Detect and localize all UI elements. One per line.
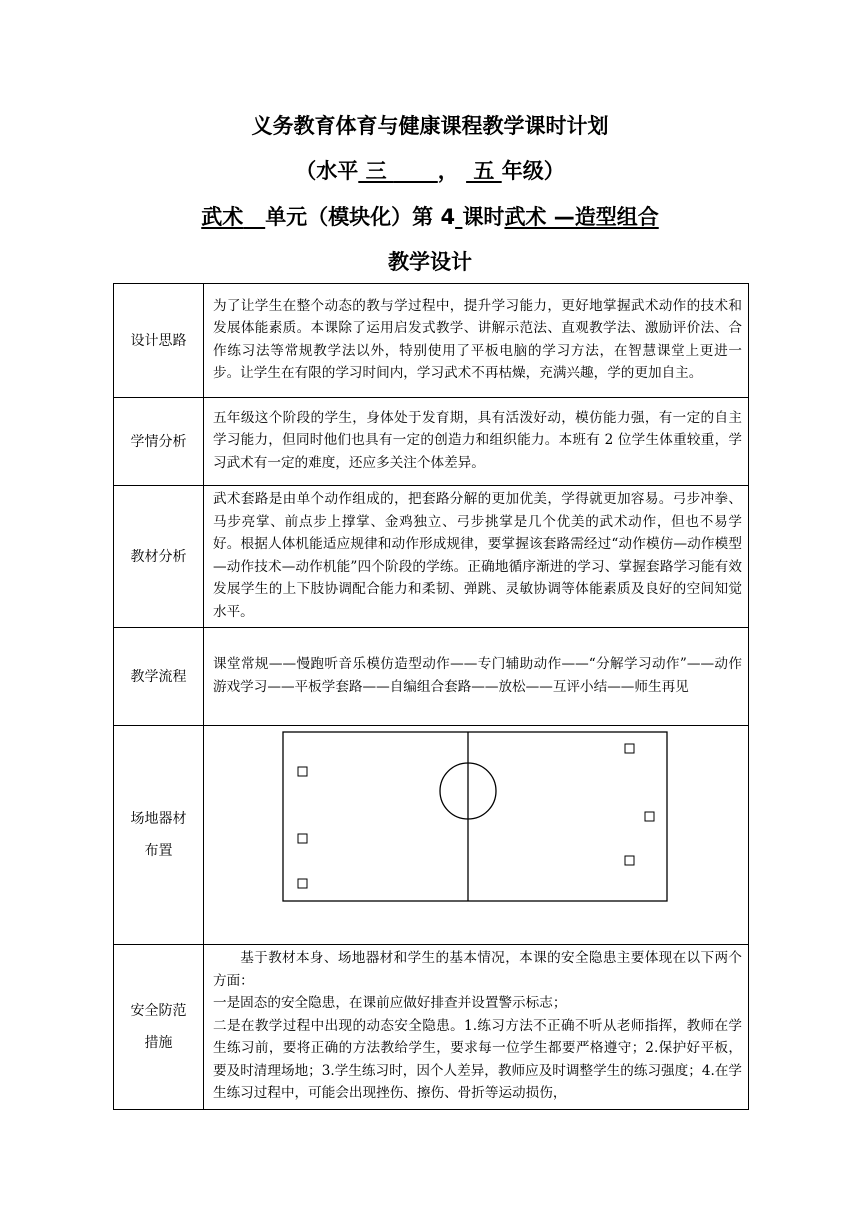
lesson-topic: 武术 —造型组合 xyxy=(504,205,659,229)
table-row xyxy=(114,284,749,398)
safety-point-1: 一是固态的安全隐患，在课前应做好排查并设置警示标志； xyxy=(213,995,567,1011)
row-label-design: 设计思路 xyxy=(114,284,204,398)
venue-label-line2: 布置 xyxy=(144,843,173,859)
row-label-process: 教学流程 xyxy=(114,628,204,726)
unit-text: 单元（模块化）第 4 xyxy=(265,205,456,229)
level-value: 三 xyxy=(358,159,394,183)
row-content-design: 为了让学生在整个动态的教与学过程中，提升学习能力，更好地掌握武术动作的技术和发展体能素质。本课除了运用启发式教学、讲解示范法、直观教学法、激励评价法、合作练习法等常规教学法以外，特别使用了平板电脑的学习方法，在智慧课堂上更进一步。让学生在有限的学习时间内，学习武术不再枯燥，充满兴趣，学的更加自主。 xyxy=(204,284,749,398)
unit-name: 武术 xyxy=(201,205,244,229)
table-row xyxy=(114,486,749,628)
equipment-marker xyxy=(298,834,307,843)
row-content-process: 课堂常规——慢跑听音乐模仿造型动作——专门辅助动作——“分解学习动作”——动作游戏学习——平板学套路——自编组合套路——放松——互评小结——师生再见 xyxy=(204,628,749,726)
field-boundary xyxy=(283,732,667,901)
unit-blank xyxy=(243,205,265,229)
row-content-material: 武术套路是由单个动作组成的，把套路分解的更加优美，学得就更加容易。弓步冲拳、马步亮掌、前点步上撑掌、金鸡独立、弓步挑掌是几个优美的武术动作，但也不易学好。根据人体机能适应规律和动作形成规律，要掌握该套路需经过“动作模仿—动作模型—动作技术—动作机能”四个阶段的学练。正确地循序渐进的学习、掌握套路学习能有效发展学生的上下肢协调配合能力和柔韧、弹跳、灵敏协调等体能素质及良好的空间知觉水平。 xyxy=(204,486,749,628)
equipment-marker xyxy=(625,856,634,865)
field-layout-diagram xyxy=(204,726,748,940)
level-grade-line xyxy=(0,156,860,186)
table-row xyxy=(114,398,749,486)
equipment-marker xyxy=(625,744,634,753)
row-content-venue xyxy=(204,726,749,945)
lesson-design-table xyxy=(113,283,749,1110)
safety-label-line2: 措施 xyxy=(144,1034,173,1051)
grade-suffix: 年级） xyxy=(501,159,565,183)
venue-label-line1: 场地器材 xyxy=(130,811,187,827)
row-label-venue xyxy=(114,726,204,945)
table-row xyxy=(114,945,749,1110)
level-separator: ， xyxy=(437,159,459,183)
table-row xyxy=(114,628,749,726)
equipment-marker xyxy=(298,767,307,776)
equipment-marker xyxy=(298,879,307,888)
safety-label-line1: 安全防范 xyxy=(130,1002,187,1019)
row-content-students: 五年级这个阶段的学生，身体处于发育期，具有活泼好动，模仿能力强，有一定的自主学习能力，但同时他们也具有一定的创造力和组织能力。本班有 2 位学生体重较重，学习武术有一定的难度，还应多关注个体差异。 xyxy=(204,398,749,486)
table-row xyxy=(114,726,749,945)
lesson-text: 课时 xyxy=(462,205,505,229)
safety-point-2: 二是在教学过程中出现的动态安全隐患。1.练习方法不正确不听从老师指挥，教师在学生练习前，要将正确的方法教给学生，要求每一位学生都要严格遵守；2.保护好平板，要及时清理场地；3.学生练习时，因个人差异，教师应及时调整学生的练习强度；4.在学生练习过程中，可能会出现挫伤、擦伤、骨折等运动损伤， xyxy=(213,1017,742,1101)
unit-lesson-line xyxy=(0,202,860,232)
level-prefix: （水平 xyxy=(295,159,359,183)
row-label-students: 学情分析 xyxy=(114,398,204,486)
safety-intro: 基于教材本身、场地器材和学生的基本情况，本课的安全隐患主要体现在以下两个方面： xyxy=(213,950,742,989)
equipment-marker xyxy=(645,812,654,821)
section-title: 教学设计 xyxy=(388,250,472,274)
row-label-safety xyxy=(114,945,204,1110)
field-diagram-svg xyxy=(204,726,749,940)
level-blank xyxy=(394,159,438,183)
row-content-safety xyxy=(204,945,749,1110)
row-label-material: 教材分析 xyxy=(114,486,204,628)
grade-value: 五 xyxy=(466,159,502,183)
page-title: 义务教育体育与健康课程教学课时计划 xyxy=(251,114,609,138)
